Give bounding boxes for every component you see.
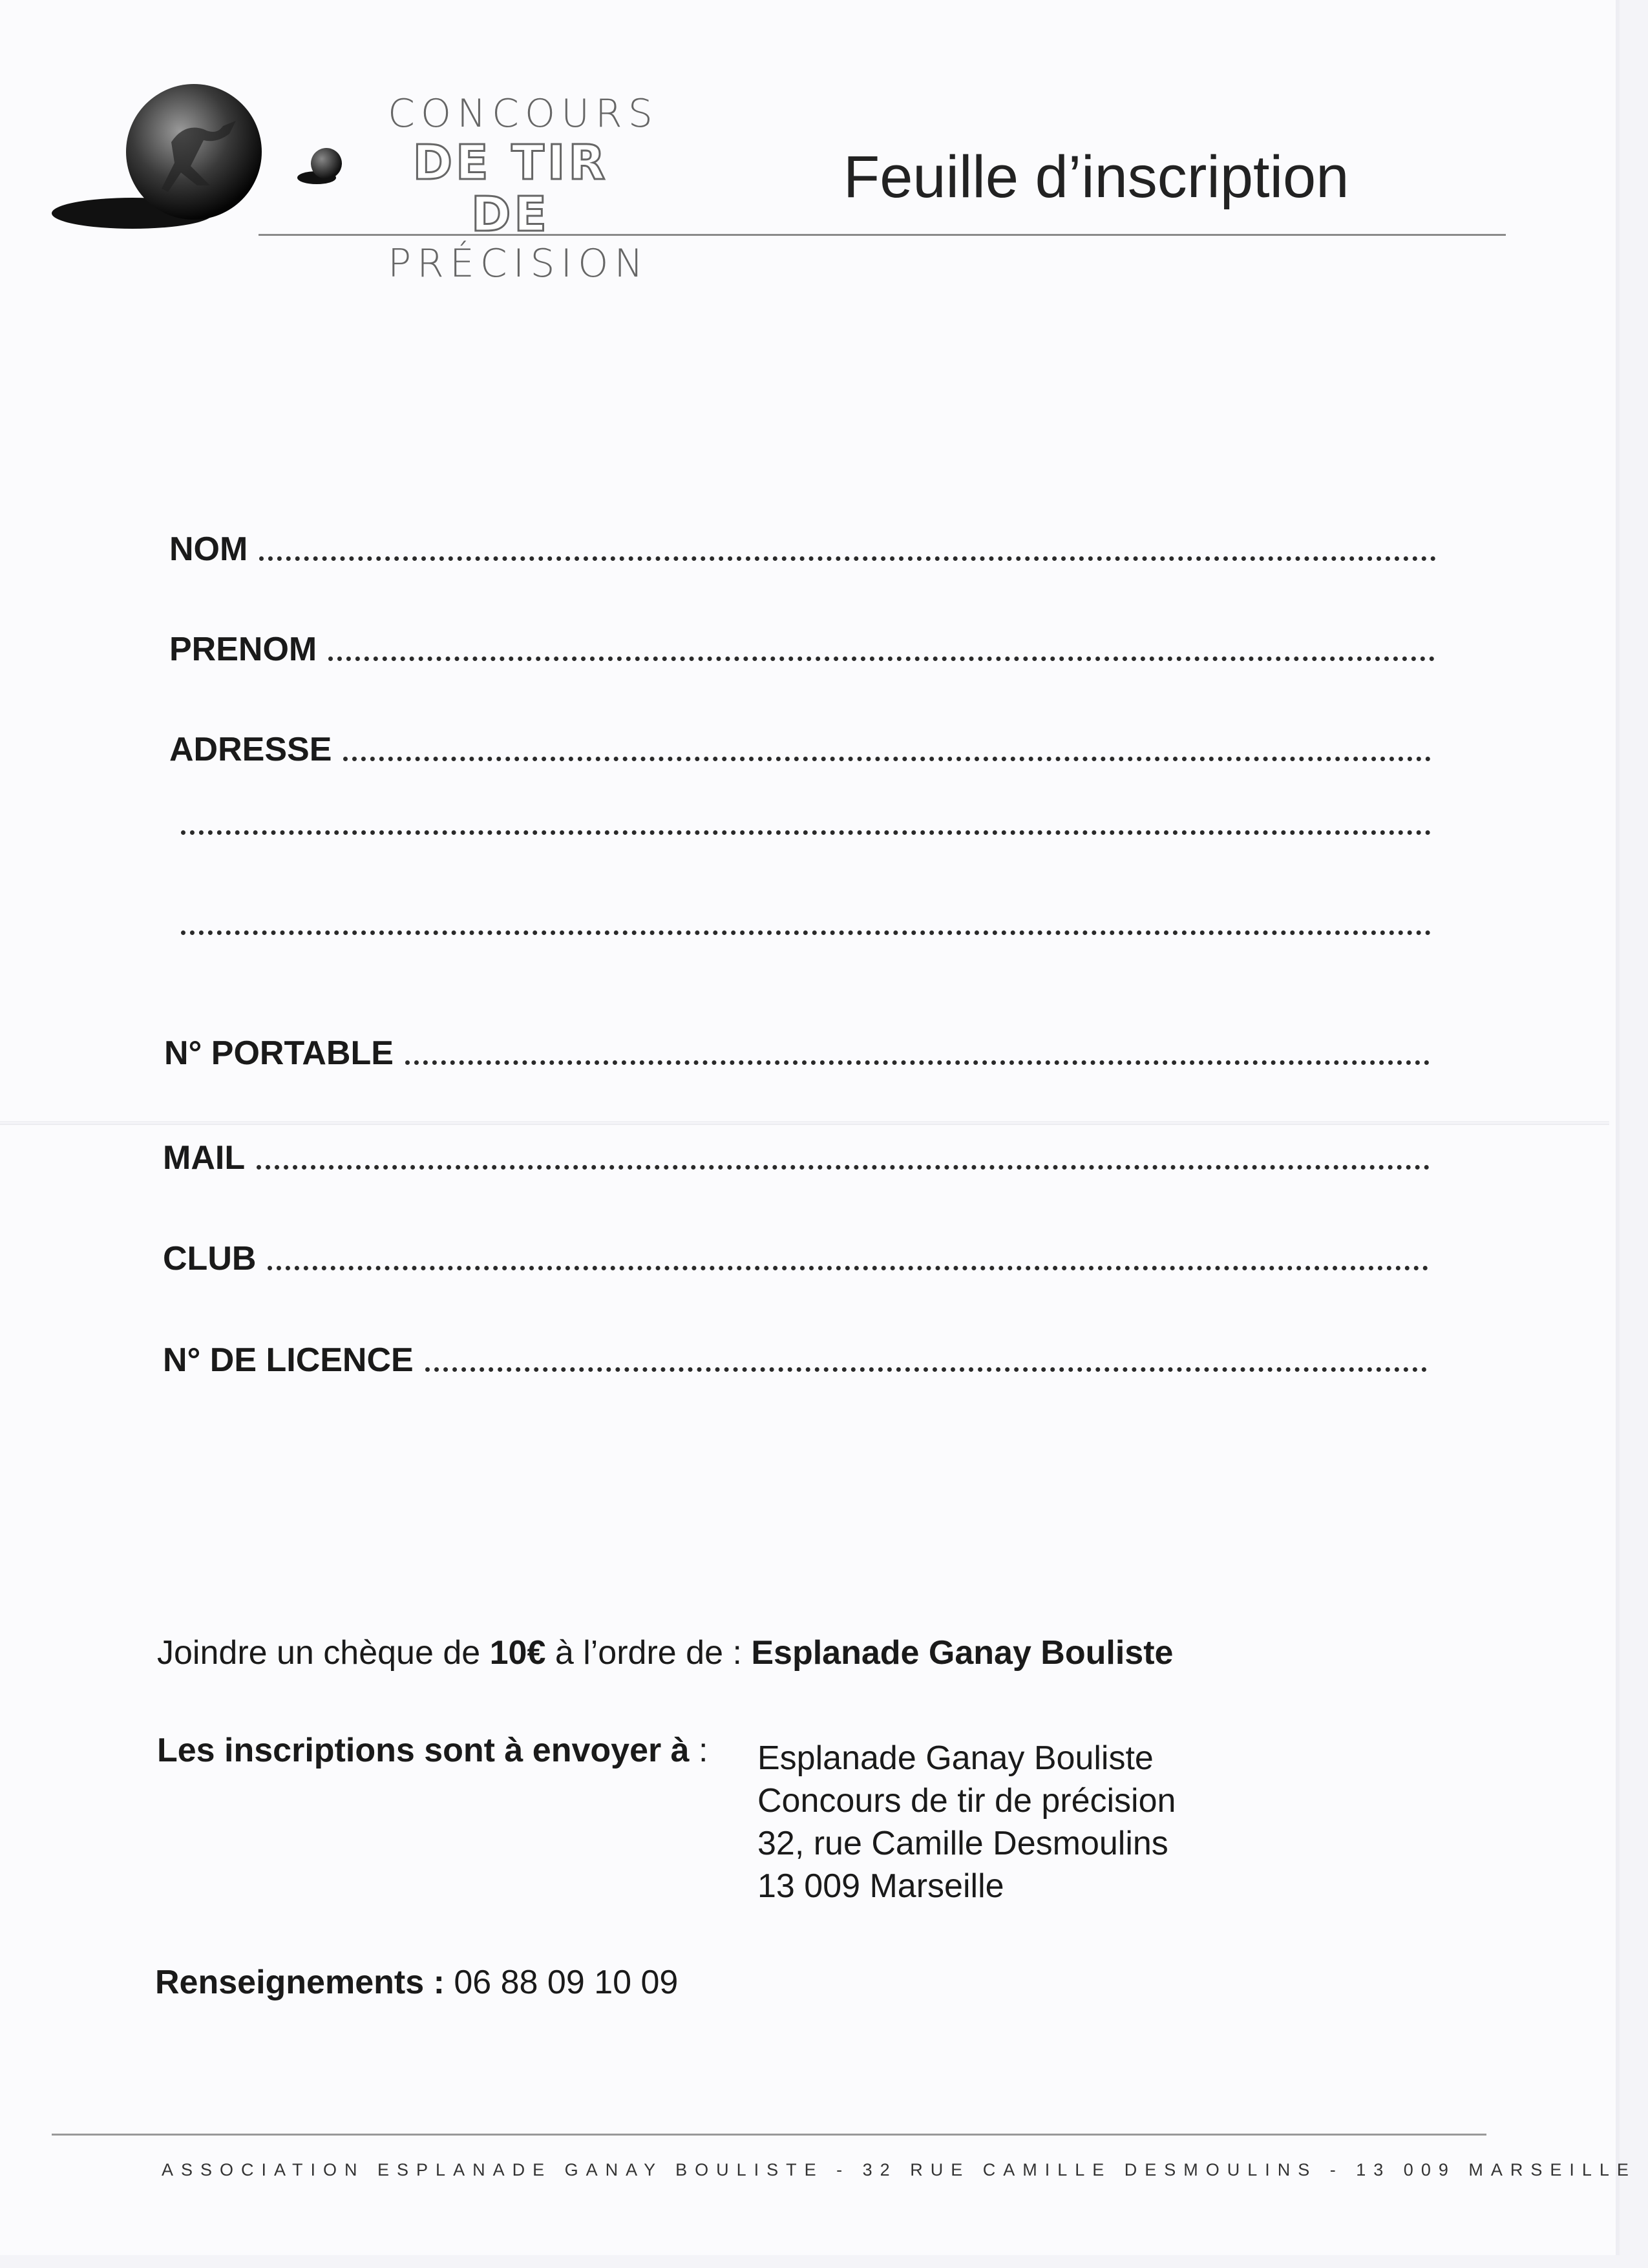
field-label: N° PORTABLE	[164, 1034, 394, 1072]
page-title: Feuille d’inscription	[843, 144, 1349, 210]
field-licence[interactable]	[163, 1341, 1427, 1380]
footer-divider	[52, 2134, 1486, 2136]
field-label: PRENOM	[169, 631, 317, 668]
brand-line-3: PRÉCISION	[388, 241, 650, 286]
dotted-entry-line[interactable]	[259, 556, 1436, 561]
address-line: Esplanade Ganay Bouliste	[757, 1739, 1154, 1777]
dotted-entry-line[interactable]	[425, 1367, 1427, 1372]
mailing-label: Les inscriptions sont à envoyer à	[157, 1732, 690, 1769]
dotted-entry-line[interactable]	[343, 757, 1431, 761]
address-line: 32, rue Camille Desmoulins	[757, 1825, 1168, 1862]
field-mail[interactable]	[163, 1139, 1430, 1177]
mailing-address	[757, 1737, 1176, 1907]
address-line: 13 009 Marseille	[757, 1867, 1004, 1905]
dotted-entry-line[interactable]	[405, 1060, 1430, 1065]
mailing-label-line	[157, 1729, 708, 1772]
payment-instructions	[157, 1632, 1173, 1674]
payment-text-2: à l’ordre de :	[545, 1634, 752, 1672]
field-label: CLUB	[163, 1240, 257, 1277]
contact-info	[155, 1961, 678, 2004]
payment-amount: 10€	[489, 1634, 546, 1672]
brand-line-1: CONCOURS	[388, 91, 659, 136]
dotted-entry-line[interactable]	[257, 1165, 1430, 1170]
footer-association: ASSOCIATION ESPLANADE GANAY BOULISTE - 32 RUE CAMILLE DESMOULINS - 13 009 MARSEILLE	[162, 2160, 1636, 2179]
field-club[interactable]	[163, 1239, 1428, 1278]
contact-phone: 06 88 09 10 09	[454, 1964, 679, 2001]
field-label: MAIL	[163, 1139, 246, 1177]
field-label: N° DE LICENCE	[163, 1341, 414, 1379]
address-line: Concours de tir de précision	[757, 1782, 1176, 1820]
dotted-entry-line[interactable]	[268, 1266, 1428, 1270]
field-prenom[interactable]	[169, 630, 1435, 669]
field-adresse-line-3[interactable]	[169, 930, 1431, 943]
field-portable[interactable]	[164, 1034, 1430, 1073]
payment-text-1: Joindre un chèque de	[157, 1634, 490, 1672]
contact-label: Renseignements :	[155, 1964, 445, 2001]
field-adresse[interactable]	[169, 730, 1431, 769]
brand-line-2: DE TIR DE	[412, 135, 609, 242]
field-label: ADRESSE	[169, 731, 332, 768]
field-nom[interactable]	[169, 530, 1436, 569]
field-label: NOM	[169, 530, 248, 568]
dotted-entry-line[interactable]	[181, 930, 1431, 935]
mailing-separator: :	[689, 1732, 708, 1769]
dotted-entry-line[interactable]	[181, 830, 1431, 835]
dotted-entry-line[interactable]	[328, 656, 1435, 661]
payment-payee: Esplanade Ganay Bouliste	[751, 1634, 1174, 1672]
field-adresse-line-2[interactable]	[169, 830, 1431, 843]
